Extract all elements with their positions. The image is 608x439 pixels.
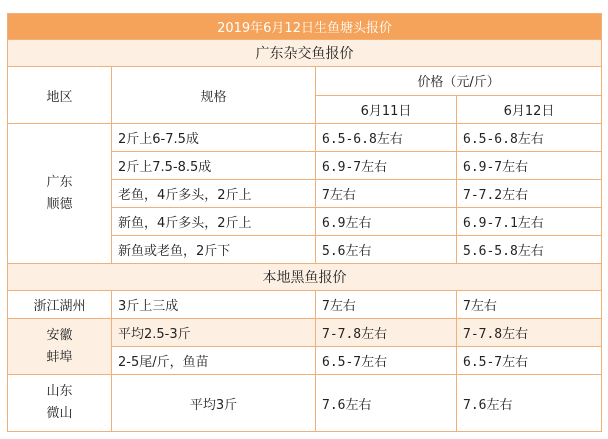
price-cell-date-2: 7.6左右 <box>457 375 602 432</box>
table-row <box>8 375 602 432</box>
price-cell-date-2: 6.9-7.1左右 <box>457 208 602 236</box>
price-cell-date-2: 7左右 <box>457 291 602 319</box>
price-cell-date-2: 7-7.2左右 <box>457 180 602 208</box>
spec-cell: 3斤上三成 <box>112 291 316 319</box>
price-cell-date-1: 7左右 <box>316 180 457 208</box>
table-row <box>8 319 602 347</box>
price-cell-date-2: 6.9-7左右 <box>457 152 602 180</box>
region-line-1: 山东 <box>46 384 73 399</box>
price-table <box>7 13 602 432</box>
price-cell-date-2: 6.5-6.8左右 <box>457 124 602 152</box>
region-anhui <box>8 319 112 375</box>
price-cell-date-1: 5.6左右 <box>316 236 457 264</box>
price-table-container <box>7 13 601 432</box>
spec-cell: 老鱼，4斤多头，2斤上 <box>112 180 316 208</box>
spec-cell: 2斤上7.5-8.5成 <box>112 152 316 180</box>
region-line-2: 微山 <box>46 406 73 421</box>
section-header-local: 本地黑鱼报价 <box>8 264 602 291</box>
price-cell-date-1: 7左右 <box>316 291 457 319</box>
header-region: 地区 <box>8 67 112 124</box>
header-date-1: 6月11日 <box>316 95 457 124</box>
region-guangdong <box>8 124 112 264</box>
price-cell-date-1: 6.5-6.8左右 <box>316 124 457 152</box>
header-price: 价格（元/斤） <box>316 67 602 96</box>
region-zhejiang: 浙江湖州 <box>8 291 112 319</box>
header-date-2: 6月12日 <box>457 95 602 124</box>
region-line-1: 安徽 <box>46 327 73 343</box>
spec-cell: 平均3斤 <box>112 375 316 432</box>
spec-cell: 平均2.5-3斤 <box>112 319 316 347</box>
price-cell-date-2: 5.6-5.8左右 <box>457 236 602 264</box>
region-line-1: 广东 <box>46 174 73 190</box>
spec-cell: 2-5尾/斤，鱼苗 <box>112 347 316 375</box>
price-cell-date-1: 6.9-7左右 <box>316 152 457 180</box>
spec-cell: 新鱼，4斤多头，2斤上 <box>112 208 316 236</box>
region-line-2: 顺德 <box>46 196 73 212</box>
spec-cell: 2斤上6-7.5成 <box>112 124 316 152</box>
price-cell-date-1: 6.5-7左右 <box>316 347 457 375</box>
spec-cell: 新鱼或老鱼，2斤下 <box>112 236 316 264</box>
price-cell-date-1: 6.9左右 <box>316 208 457 236</box>
header-spec: 规格 <box>112 67 316 124</box>
table-row <box>8 124 602 152</box>
price-cell-date-1: 7-7.8左右 <box>316 319 457 347</box>
region-shandong <box>8 375 112 432</box>
price-cell-date-1: 7.6左右 <box>316 375 457 432</box>
price-cell-date-2: 7-7.8左右 <box>457 319 602 347</box>
region-line-2: 蚌埠 <box>46 349 73 365</box>
section-header-guangdong: 广东杂交鱼报价 <box>8 40 602 67</box>
table-row <box>8 291 602 319</box>
price-cell-date-2: 6.5-7左右 <box>457 347 602 375</box>
table-title: 2019年6月12日生鱼塘头报价 <box>8 14 602 40</box>
